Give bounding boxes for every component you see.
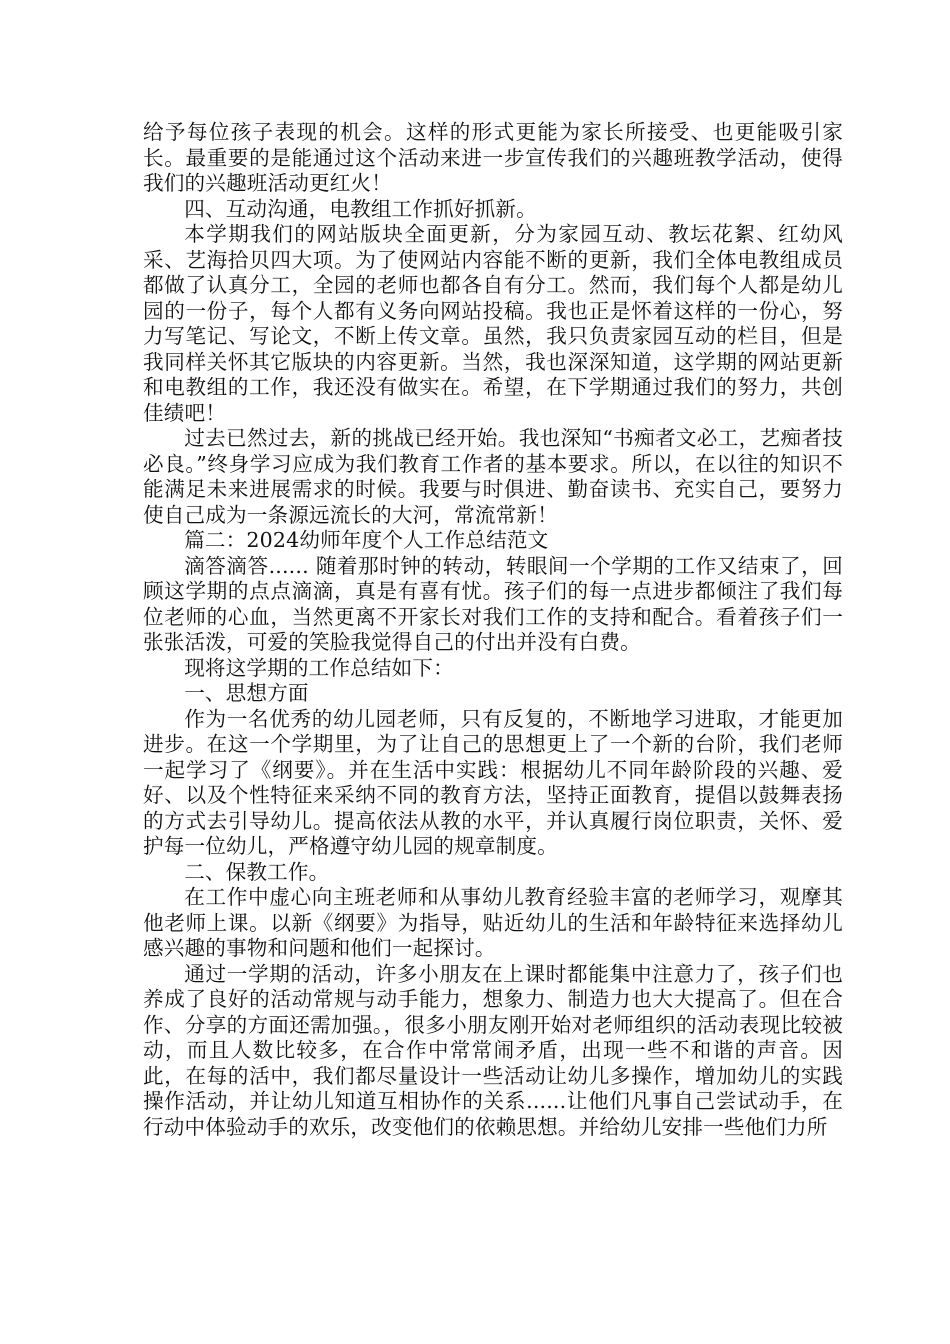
paragraph: 作为一名优秀的幼儿园老师，只有反复的，不断地学习进取，才能更加进步。在这一个学期里，为了让自己的思想更上了一个新的台阶，我们老师一起学习了《纲要》。并在生活中实践：根据幼儿不同年龄阶段的兴趣、爱好、以及个性特征来采纳不同的教育方法，坚持正面教育，提倡以鼓舞表扬的方式去引导幼儿。提高依法从教的水平，并认真履行岗位职责，关怀、爱护每一位幼儿，严格遵守幼儿园的规章制度。 [143,706,843,858]
paragraph: 本学期我们的网站版块全面更新，分为家园互动、教坛花絮、红幼风采、艺海拾贝四大项。为了使网站内容能不断的更新，我们全体电教组成员都做了认真分工，全园的老师也都各自有分工。然而，我们每个人都是幼儿园的一份子，每个人都有义务向网站投稿。我也正是怀着这样的一份心，努力写笔记、写论文，不断上传文章。虽然，我只负责家园互动的栏目，但是我同样关怀其它版块的内容更新。当然，我也深深知道，这学期的网站更新和电教组的工作，我还没有做实在。希望，在下学期通过我们的努力，共创佳绩吧！ [143,222,843,425]
paragraph: 滴答滴答...... 随着那时钟的转动，转眼间一个学期的工作又结束了，回顾这学期的点点滴滴，真是有喜有忧。孩子们的每一点进步都倾注了我们每位老师的心血，当然更离不开家长对我们工作的支持和配合。看着孩子们一张张活泼，可爱的笑脸我觉得自己的付出并没有白费。 [143,553,843,654]
paragraph: 通过一学期的活动，许多小朋友在上课时都能集中注意力了，孩子们也养成了良好的活动常规与动手能力，想象力、制造力也大大提高了。但在合作、分享的方面还需加强。，很多小朋友刚开始对老师组织的活动表现比较被动，而且人数比较多，在合作中常常闹矛盾，出现一些不和谐的声音。因此，在每的活中，我们都尽量设计一些活动让幼儿多操作，增加幼儿的实践操作活动，并让幼儿知道互相协作的关系......让他们凡事自己尝试动手，在行动中体验动手的欢乐，改变他们的依赖思想。并给幼儿安排一些他们力所 [143,961,843,1139]
paragraph: 过去已然过去，新的挑战已经开始。我也深知“书痴者文必工，艺痴者技必良。”终身学习应成为我们教育工作者的基本要求。所以，在以往的知识不能满足未来进展需求的时候。我要与时俱进、勤奋读书、充实自己，要努力使自己成为一条源远流长的大河，常流常新！ [143,426,843,527]
section-heading: 二、保教工作。 [184,859,330,884]
article-title: 篇二：2024幼师年度个人工作总结范文 [184,528,549,552]
paragraph: 给予每位孩子表现的机会。这样的形式更能为家长所接受、也更能吸引家长。最重要的是能通过这个活动来进一步宣传我们的兴趣班教学活动，使得我们的兴趣班活动更红火！ [143,120,843,195]
paragraph: 在工作中虚心向主班老师和从事幼儿教育经验丰富的老师学习，观摩其他老师上课。以新《纲要》为指导，贴近幼儿的生活和年龄特征来选择幼儿感兴趣的事物和问题和他们一起探讨。 [143,885,843,960]
section-heading: 一、思想方面 [184,681,309,705]
section-heading: 四、互动沟通，电教组工作抓好抓新。 [184,196,537,221]
document-body [143,120,843,1140]
paragraph: 现将这学期的工作总结如下： [184,655,454,680]
